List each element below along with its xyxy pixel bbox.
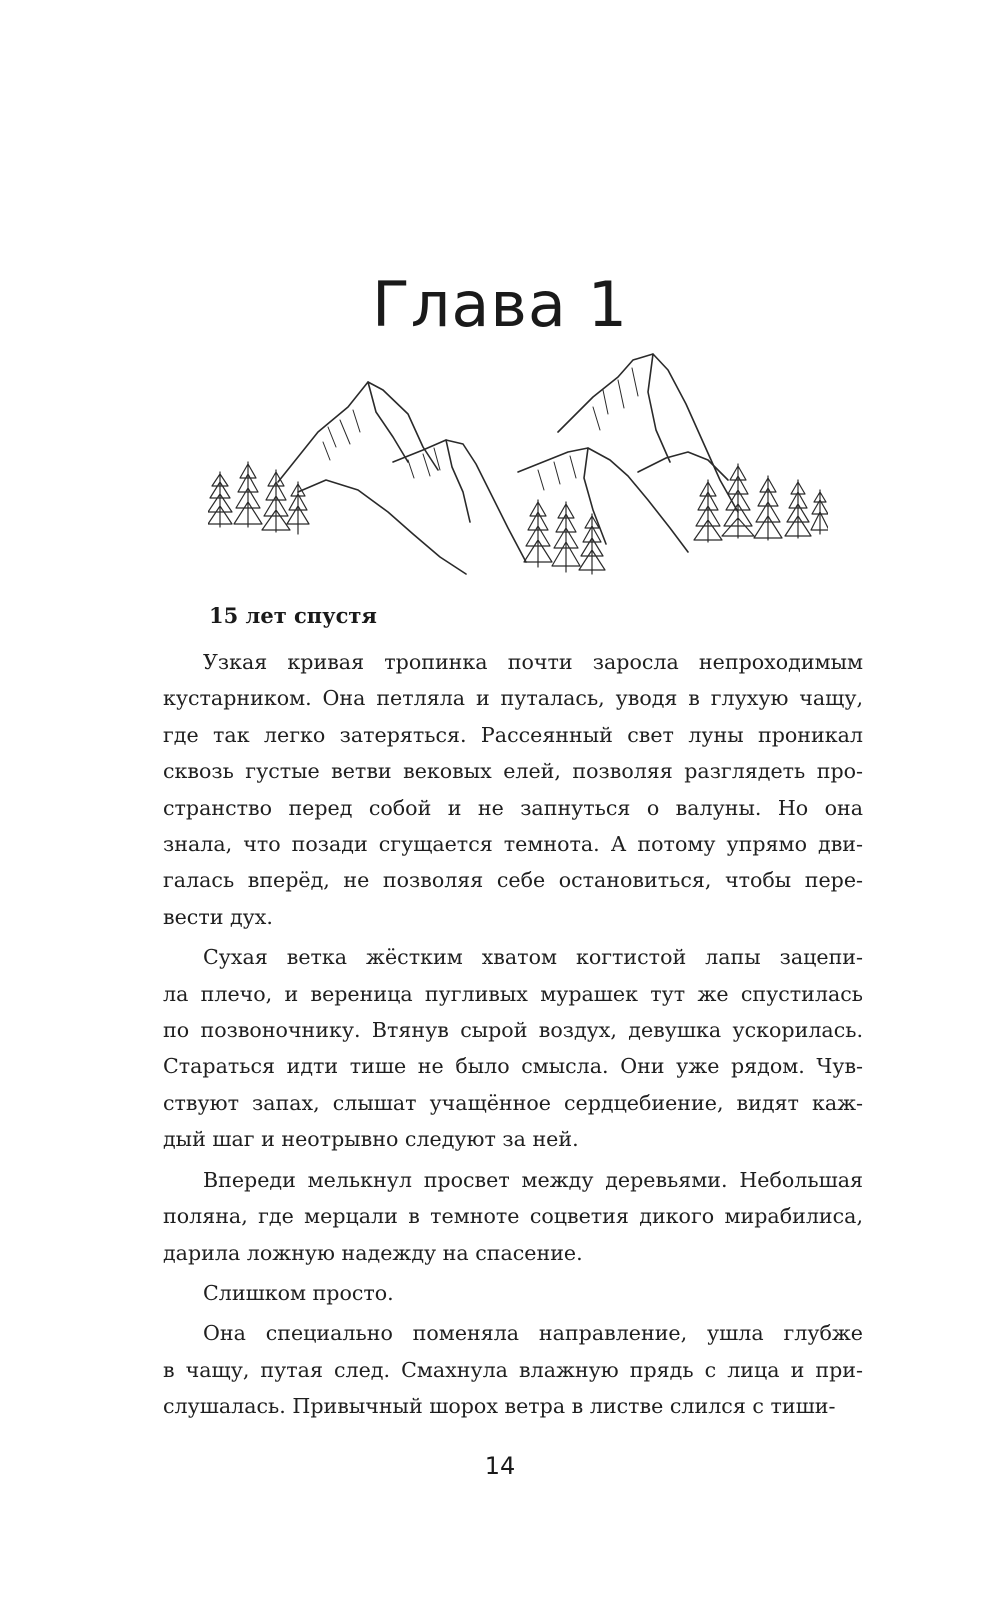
text-line: где так легко затеряться. Рассеянный свет луны проникал: [163, 722, 863, 747]
pine-tree: [722, 464, 754, 538]
text-line: ла плечо, и вереница пугливых мурашек тут же спустилась: [163, 981, 863, 1006]
text-line: поляна, где мерцали в темноте соцветия дикого мирабилиса,: [163, 1204, 863, 1229]
text-line: Она специально поменяла направление, ушла глубже: [203, 1321, 863, 1346]
text-line: дый шаг и неотрывно следуют за ней.: [163, 1127, 579, 1152]
pine-tree: [208, 472, 232, 527]
text-line: по позвоночнику. Втянув сырой воздух, девушка ускорилась.: [163, 1018, 863, 1043]
chapter-text: [163, 596, 863, 1429]
paragraph: [163, 939, 863, 1157]
text-line: кустарником. Она петляла и путалась, уводя в глухую чащу,: [163, 686, 863, 711]
text-line: Узкая кривая тропинка почти заросла непроходимым: [203, 650, 863, 674]
page-number: 14: [484, 1452, 516, 1480]
paragraph: [163, 1162, 863, 1271]
right-foothill: [638, 452, 728, 480]
paragraph: [163, 644, 863, 935]
text-line: вести дух.: [163, 904, 273, 929]
left-foothill: [298, 480, 466, 574]
pine-tree: [524, 500, 552, 567]
text-line: дарила ложную надежду на спасение.: [163, 1240, 583, 1265]
text-line: в чащу, путая след. Смахнула влажную прядь с лица и при-: [163, 1357, 863, 1382]
pine-tree: [694, 480, 722, 542]
pine-tree: [287, 482, 309, 534]
text-line: Слишком просто.: [203, 1280, 394, 1305]
pine-tree: [785, 480, 811, 538]
pine-tree: [552, 502, 580, 572]
text-line: ствуют запах, слышат учащённое сердцебиение, видят каж-: [163, 1090, 863, 1115]
paragraph: [163, 1315, 863, 1424]
chapter-title: Глава 1: [371, 268, 629, 341]
paragraph: [163, 1275, 863, 1311]
pine-tree: [579, 514, 605, 574]
text-line: Сухая ветка жёстким хватом когтистой лапы зацепи-: [203, 945, 863, 970]
pine-tree: [811, 490, 828, 534]
text-line: Стараться идти тише не было смысла. Они уже рядом. Чув-: [163, 1054, 863, 1079]
text-line: галась вперёд, не позволяя себе остановиться, чтобы пере-: [163, 868, 863, 893]
text-line: сквозь густые ветви вековых елей, позволяя разглядеть про-: [163, 759, 863, 784]
text-line: Впереди мелькнул просвет между деревьями. Небольшая: [203, 1167, 863, 1192]
pine-tree: [234, 462, 262, 527]
text-line: слушалась. Привычный шорох ветра в листве слился с тиши-: [163, 1394, 836, 1419]
pine-tree: [262, 470, 290, 532]
center-left-mountain: [393, 440, 526, 562]
paragraph-list: [163, 644, 863, 1425]
pine-tree: [754, 476, 782, 540]
text-line: странство перед собой и не запнуться о валуны. Но она: [163, 795, 863, 820]
mountains-and-pines-illustration: [208, 352, 828, 584]
text-line: знала, что позади сгущается темнота. А потому упрямо дви-: [163, 832, 863, 857]
section-subheading: 15 лет спустя: [209, 603, 377, 628]
left-mountain: [278, 382, 438, 482]
